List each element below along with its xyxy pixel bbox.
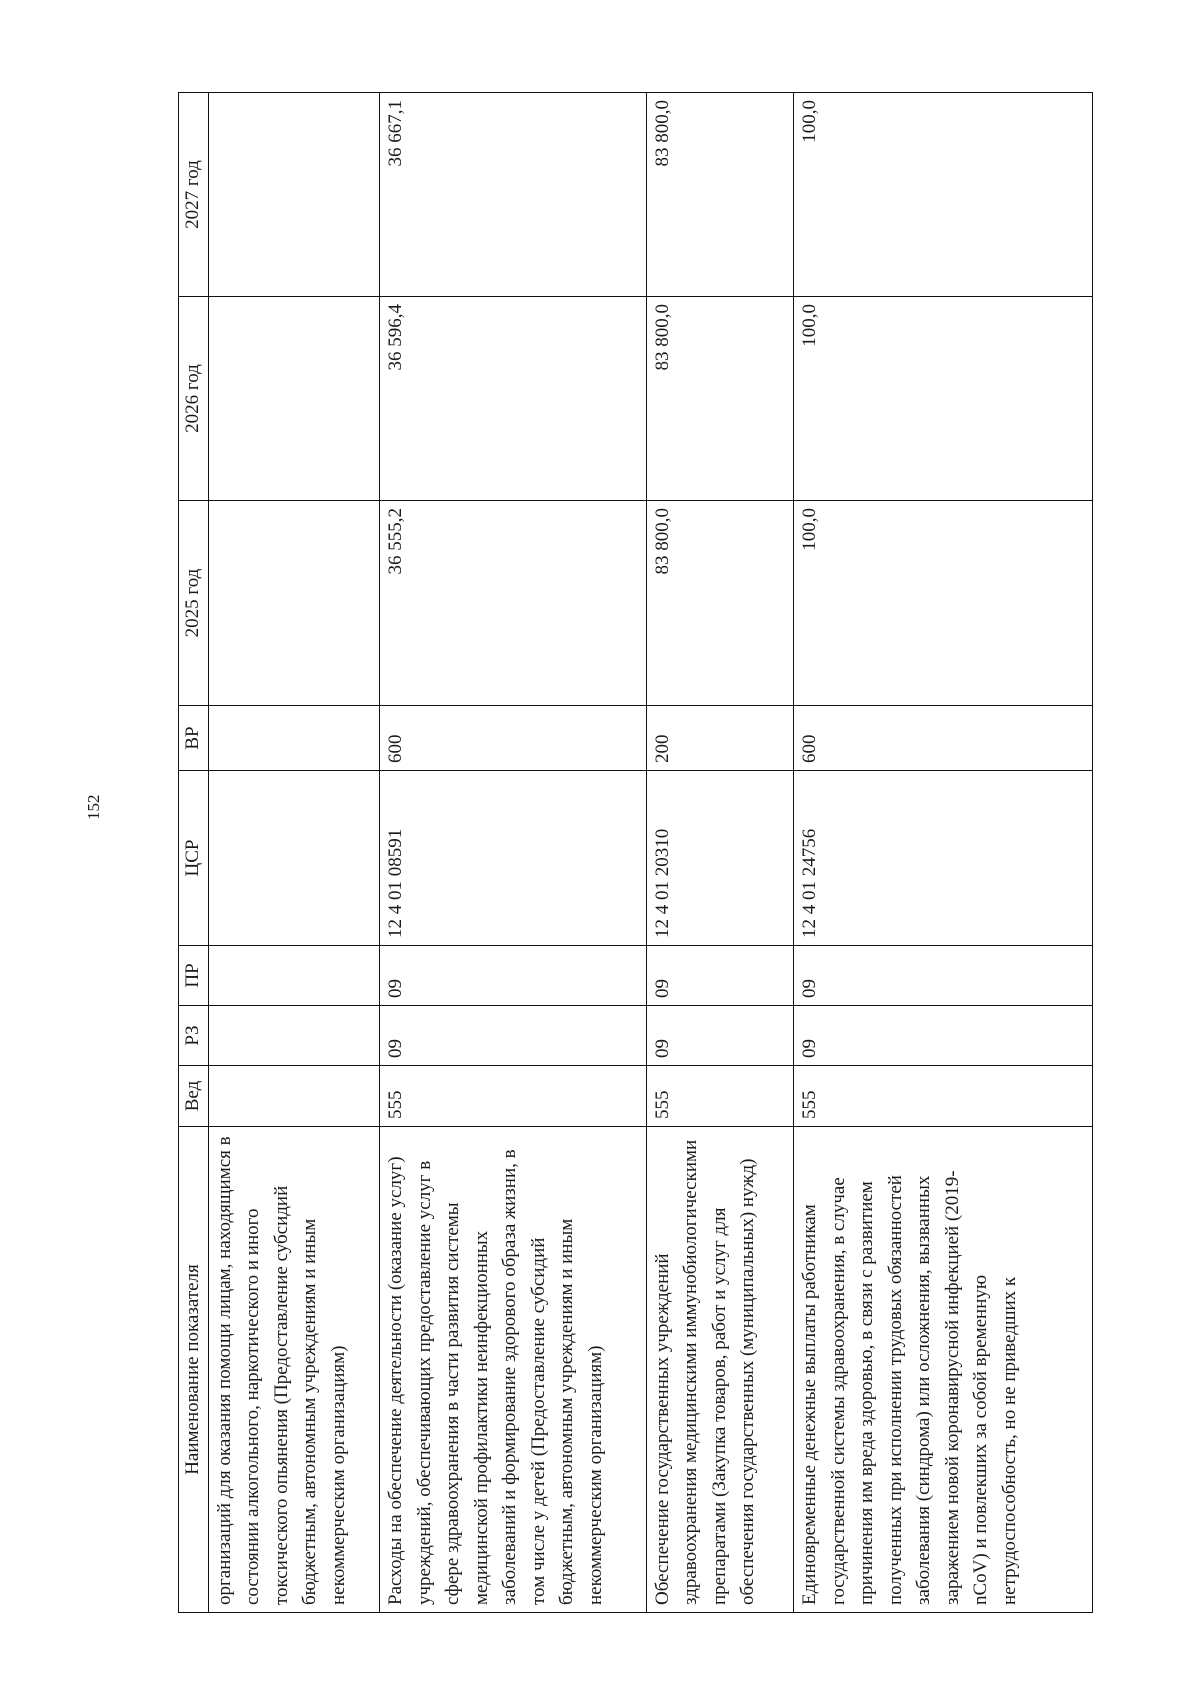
row-vr: [208, 706, 380, 771]
header-2025: 2025 год: [179, 501, 209, 706]
row-ved: 555: [646, 1066, 794, 1127]
row-rz: 09: [380, 1006, 646, 1066]
header-row: [179, 93, 209, 1613]
row-name: Обеспечение государственных учреждений здравоохранения медицинскими иммунобиологическими препаратами (Закупка товаров, работ и услуг для обеспечения государственных (муниципальных) нужд): [646, 1127, 794, 1613]
row-2026: 100,0: [794, 297, 1093, 501]
header-vr: ВР: [179, 706, 209, 771]
table-row: [646, 93, 794, 1613]
row-2027: [208, 93, 380, 297]
header-csr: ЦСР: [179, 771, 209, 946]
table-row: [380, 93, 646, 1613]
row-csr: [208, 771, 380, 946]
page-number: 152: [84, 794, 103, 820]
budget-table: [178, 92, 1093, 1613]
row-pr: [208, 946, 380, 1006]
row-name: Единовременные денежные выплаты работникам государственной системы здравоохранения, в случае причинения им вреда здоровью, в связи с развитием полученных при исполнении трудовых обязанностей заболевания (синдрома) или осложнения, вызванных заражением новой коронавирусной инфекцией (2019- nCoV) и повлекших за собой временную нетрудоспособность, но не приведших к: [794, 1127, 1093, 1613]
row-rz: [208, 1006, 380, 1066]
row-2027: 100,0: [794, 93, 1093, 297]
row-ved: 555: [380, 1066, 646, 1127]
header-ved: Вед: [179, 1066, 209, 1127]
row-2026: [208, 297, 380, 501]
row-rz: 09: [794, 1006, 1093, 1066]
row-vr: 600: [380, 706, 646, 771]
budget-table-frame: [178, 93, 1093, 1613]
header-name: Наименование показателя: [179, 1127, 209, 1613]
table-row: [794, 93, 1093, 1613]
header-2027: 2027 год: [179, 93, 209, 297]
row-csr: 12 4 01 20310: [646, 771, 794, 946]
row-pr: 09: [794, 946, 1093, 1006]
row-rz: 09: [646, 1006, 794, 1066]
row-name: Расходы на обеспечение деятельности (оказание услуг) учреждений, обеспечивающих предоставление услуг в сфере здравоохранения в части развития системы медицинской профилактики неинфекционных заболеваний и формирование здорового образа жизни, в том числе у детей (Предоставление субсидий бюджетным, автономным учреждениям и иным некоммерческим организациям): [380, 1127, 646, 1613]
row-ved: 555: [794, 1066, 1093, 1127]
row-pr: 09: [646, 946, 794, 1006]
row-vr: 200: [646, 706, 794, 771]
row-2026: 36 596,4: [380, 297, 646, 501]
row-2027: 36 667,1: [380, 93, 646, 297]
row-vr: 600: [794, 706, 1093, 771]
header-2026: 2026 год: [179, 297, 209, 501]
row-2025: 83 800,0: [646, 501, 794, 706]
header-rz: РЗ: [179, 1006, 209, 1066]
row-2026: 83 800,0: [646, 297, 794, 501]
row-pr: 09: [380, 946, 646, 1006]
row-2025: 100,0: [794, 501, 1093, 706]
header-pr: ПР: [179, 946, 209, 1006]
row-ved: [208, 1066, 380, 1127]
row-name: организаций для оказания помощи лицам, находящимся в состоянии алкогольного, наркотического и иного токсического опьянения (Предоставление субсидий бюджетным, автономным учреждениям и иным некоммерческим организациям): [208, 1127, 380, 1613]
table-row: [208, 93, 380, 1613]
row-csr: 12 4 01 24756: [794, 771, 1093, 946]
row-2025: [208, 501, 380, 706]
row-2027: 83 800,0: [646, 93, 794, 297]
row-csr: 12 4 01 08591: [380, 771, 646, 946]
row-2025: 36 555,2: [380, 501, 646, 706]
